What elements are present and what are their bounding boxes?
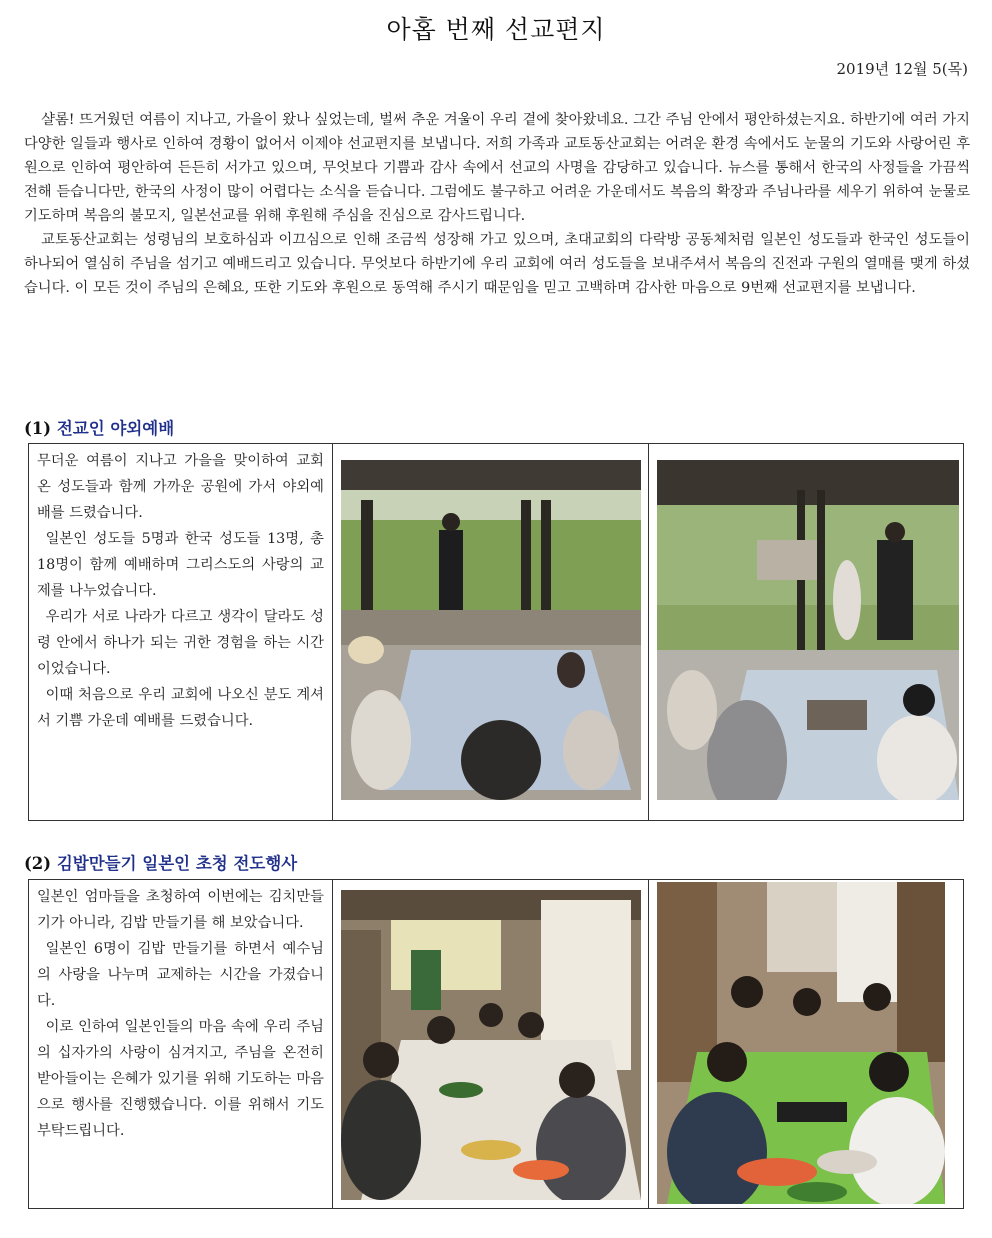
- letter-title: 아홉 번째 선교편지: [386, 15, 606, 44]
- section-2-box: [28, 879, 964, 1209]
- section-1-paragraph: 무더운 여름이 지나고 가을을 맞이하여 교회 온 성도들과 함께 가까운 공원에 가서 야외예배를 드렸습니다.: [37, 453, 324, 521]
- intro-paragraph: 교토동산교회는 성령님의 보호하심과 이끄심으로 인해 조금씩 성장해 가고 있으며, 초대교회의 다락방 공동체처럼 일본인 성도들과 한국인 성도들이 하나되어 열심히 주님을 섬기고 예배드리고 있습니다. 무엇보다 하반기에 우리 교회에 여러 성도들을 보내주셔서 복음의 진전과 구원의 열매를 맺게 하셨습니다. 이 모든 것이 주님의 은혜요, 또한 기도와 후원으로 동역해 주시기 때문임을 믿고 고백하며 감사한 마음으로 9번째 선교편지를 보냅니다.: [24, 232, 970, 296]
- section-2-number: (2): [24, 854, 52, 873]
- outdoor-worship-photo-2: [657, 460, 959, 800]
- section-2-paragraph: 이로 인하여 일본인들의 마음 속에 우리 주님의 십자가의 사랑이 심겨지고, 주님을 온전히 받아들이는 은혜가 있기를 위해 기도하는 마음으로 행사를 진행했습니다. 이를 위해서 기도 부탁드립니다.: [37, 1019, 324, 1139]
- section-2-title: 김밥만들기 일본인 초청 전도행사: [56, 854, 298, 873]
- section-1-text: [29, 444, 333, 820]
- letter-date: 2019년 12월 5(목): [836, 60, 968, 78]
- kimbap-event-photo-1: [341, 890, 641, 1200]
- section-2-paragraph: 일본인 엄마들을 초청하여 이번에는 김치만들기가 아니라, 김밥 만들기를 해 보았습니다.: [37, 889, 324, 931]
- section-1-number: (1): [24, 419, 52, 438]
- intro-paragraph: 샬롬! 뜨거웠던 여름이 지나고, 가을이 왔나 싶었는데, 벌써 추운 겨울이 우리 곁에 찾아왔네요. 그간 주님 안에서 평안하셨는지요. 하반기에 여러 가지 다양한 일들과 행사로 인하여 경황이 없어서 이제야 선교편지를 보냅니다. 저희 가족과 교토동산교회는 어려운 환경 속에서도 눈물의 기도와 사랑어린 후원으로 인하여 평안하여 든든히 서가고 있으며, 무엇보다 기쁨과 감사 속에서 선교의 사명을 감당하고 있습니다. 뉴스를 통해서 한국의 사정들을 가끔씩 전해 듣습니다만, 한국의 사정이 많이 어렵다는 소식을 듣습니다. 그럼에도 불구하고 어려운 가운데서도 복음의 확장과 주님나라를 세우기 위하여 눈물로 기도하며 복음의 불모지, 일본선교를 위해 후원해 주심을 진심으로 감사드립니다.: [24, 112, 970, 224]
- section-2-photo-cell-1: [333, 880, 649, 1208]
- section-2-text: [29, 880, 333, 1208]
- section-2-photo-cell-2: [649, 880, 965, 1208]
- section-2-paragraph: 일본인 6명이 김밥 만들기를 하면서 예수님의 사랑을 나누며 교제하는 시간을 가졌습니다.: [37, 941, 324, 1009]
- section-1-heading: [24, 415, 174, 439]
- section-1-photo-cell-2: [649, 444, 965, 820]
- outdoor-worship-photo-1: [341, 460, 641, 800]
- section-1-paragraph: 일본인 성도들 5명과 한국 성도들 13명, 총 18명이 함께 예배하며 그리스도의 사랑의 교제를 나누었습니다.: [37, 531, 324, 599]
- section-1-paragraph: 이때 처음으로 우리 교회에 나오신 분도 계셔서 기쁨 가운데 예배를 드렸습니다.: [37, 687, 324, 729]
- intro-text: [24, 108, 970, 300]
- kimbap-event-photo-2: [657, 882, 945, 1204]
- section-2-heading: [24, 850, 297, 874]
- section-1-photo-cell-1: [333, 444, 649, 820]
- section-1-box: [28, 443, 964, 821]
- section-1-paragraph: 우리가 서로 나라가 다르고 생각이 달라도 성령 안에서 하나가 되는 귀한 경험을 하는 시간이었습니다.: [37, 609, 324, 677]
- section-1-title: 전교인 야외예배: [56, 419, 175, 438]
